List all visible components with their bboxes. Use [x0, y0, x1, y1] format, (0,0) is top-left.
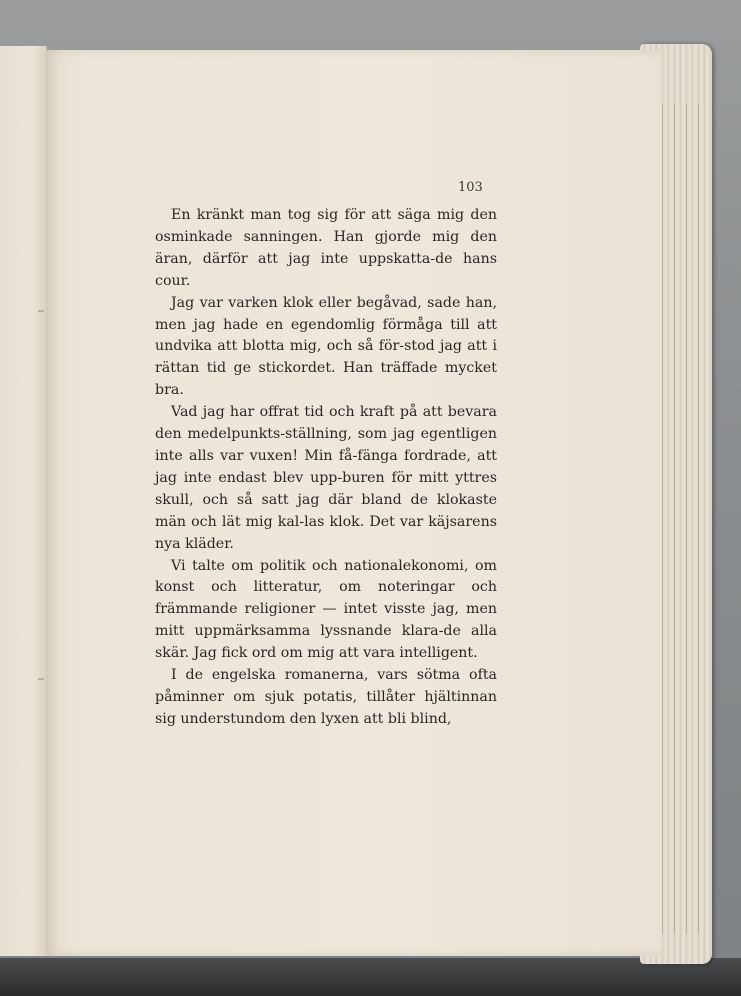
page-number: 103 — [458, 180, 483, 195]
paragraph: Vi talte om politik och nationalekonomi, om konst och litteratur, om noteringar och främmande religioner — intet visste jag, men mitt uppmärksamma lyssnande klara-de alla skär. Jag fick ord om mig att vara intelligent. — [155, 557, 497, 662]
body-text — [155, 205, 497, 731]
left-page — [0, 46, 47, 956]
page-edge-line — [662, 104, 663, 934]
binding-mark — [38, 678, 44, 680]
scan-bottom-shadow — [0, 958, 741, 996]
page-edge-line — [686, 104, 687, 934]
page-edge-line — [674, 104, 675, 934]
page-edge-line — [698, 104, 699, 934]
binding-mark — [38, 310, 44, 312]
paragraph: I de engelska romanerna, vars sötma ofta påminner om sjuk potatis, tillåter hjältinnan sig understundom den lyxen att bli blind, — [155, 667, 497, 727]
paragraph: Vad jag har offrat tid och kraft på att bevara den medelpunkts-ställning, som jag egentligen inte alls var vuxen! Min få-fänga fordrade, att jag inte endast blev upp-buren för mitt yttres skull, och så satt jag där bland de klokaste män och lät mig kal-las klok. Det var käjsarens nya kläder. — [155, 404, 497, 552]
paragraph: Jag var varken klok eller begåvad, sade han, men jag hade en egendomlig förmåga till att undvika att blotta mig, och så för-stod jag att i rättan tid ge stickordet. Han träffade mycket bra. — [155, 294, 497, 399]
paragraph: En kränkt man tog sig för att säga mig den osminkade sanningen. Han gjorde mig den äran, därför att jag inte uppskatta-de hans cour. — [155, 207, 497, 289]
